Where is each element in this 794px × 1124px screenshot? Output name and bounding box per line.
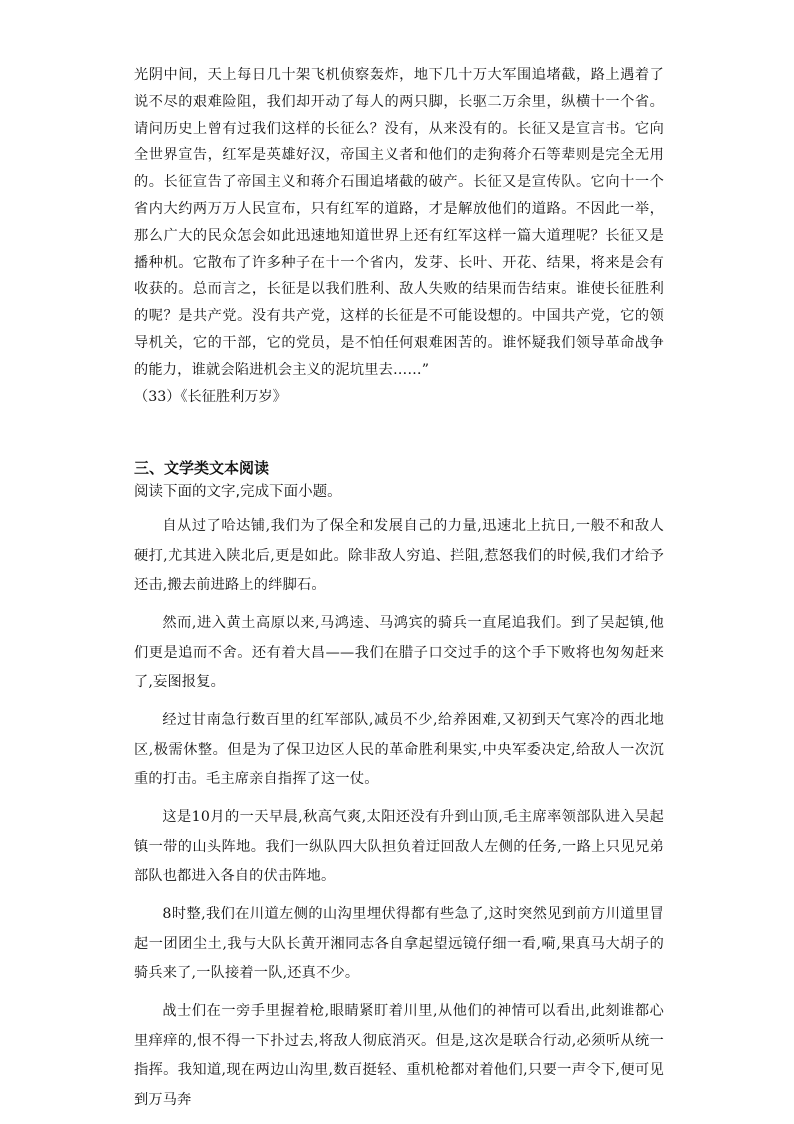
passage-continuation	[134, 62, 664, 410]
story-paragraph: 8时整,我们在川道左侧的山沟里埋伏得都有些急了,这时突然见到前方川道里冒起一团团尘土,我与大队长黄开湘同志各自拿起望远镜仔细一看,嗬,果真马大胡子的骑兵来了,一队接着一队,还真不少。	[134, 906, 664, 982]
story-paragraph: 战士们在一旁手里握着枪,眼睛紧盯着川里,从他们的神情可以看出,此刻谁都心里痒痒的,恨不得一下扑过去,将敌人彻底消灭。但是,这次是联合行动,必须听从统一指挥。我知道,现在两边山沟里,数百挺轻、重机枪都对着他们,只要一声令下,便可见到万马奔	[134, 1003, 664, 1108]
story-paragraph: 自从过了哈达铺,我们为了保全和发展自己的力量,迅速北上抗日,一般不和敌人硬打,尤其进入陕北后,更是如此。除非敌人穷追、拦阻,惹怒我们的时候,我们才给予还击,搬去前进路上的绊脚石。	[134, 518, 664, 593]
section-heading: 三、文学类文本阅读	[134, 459, 270, 477]
story-paragraph: 然而,进入黄土高原以来,马鸿逵、马鸿宾的骑兵一直尾追我们。到了吴起镇,他们更是追而不舍。还有着大昌——我们在腊子口交过手的这个手下败将也匆匆赶来了,妄图报复。	[134, 615, 664, 691]
section-instruction: 阅读下面的文字,完成下面小题。	[134, 484, 342, 500]
story-text	[134, 512, 664, 1124]
section-header	[134, 456, 664, 504]
story-paragraph: 这是10月的一天早晨,秋高气爽,太阳还没有升到山顶,毛主席率领部队进入吴起镇一带的山头阵地。我们一纵队四大队担负着迂回敌人左侧的任务,一路上只见兄弟部队也都进入各自的伏击阵地。	[134, 809, 664, 885]
passage-text: 光阴中间，天上每日几十架飞机侦察轰炸，地下几十万大军围追堵截，路上遇着了说不尽的艰难险阻，我们却开动了每人的两只脚，长驱二万余里，纵横十一个省。请问历史上曾有过我们这样的长征么？没有，从来没有的。长征又是宣言书。它向全世界宣告，红军是英雄好汉，帝国主义者和他们的走狗蒋介石等辈则是完全无用的。长征宣告了帝国主义和蒋介石围追堵截的破产。长征又是宣传队。它向十一个省内大约两万万人民宣布，只有红军的道路，才是解放他们的道路。不因此一举，那么广大的民众怎会如此迅速地知道世界上还有红军这样一篇大道理呢？长征又是播种机。它散布了许多种子在十一个省内，发芽、长叶、开花、结果，将来是会有收获的。总而言之，长征是以我们胜利、敌人失败的结果而告结束。谁使长征胜利的呢？是共产党。没有共产党，这样的长征是不可能设想的。中国共产党，它的领导机关，它的干部，它的党员，是不怕任何艰难困苦的。谁怀疑我们领导革命战争的能力，谁就会陷进机会主义的泥坑里去……”	[134, 67, 664, 378]
passage-source: （33）《长征胜利万岁》	[134, 388, 287, 405]
story-paragraph: 经过甘南急行数百里的红军部队,减员不少,给养困难,又初到天气寒冷的西北地区,极需休整。但是为了保卫边区人民的革命胜利果实,中央军委决定,给敌人一次沉重的打击。毛主席亲自指挥了这一仗。	[134, 712, 664, 788]
